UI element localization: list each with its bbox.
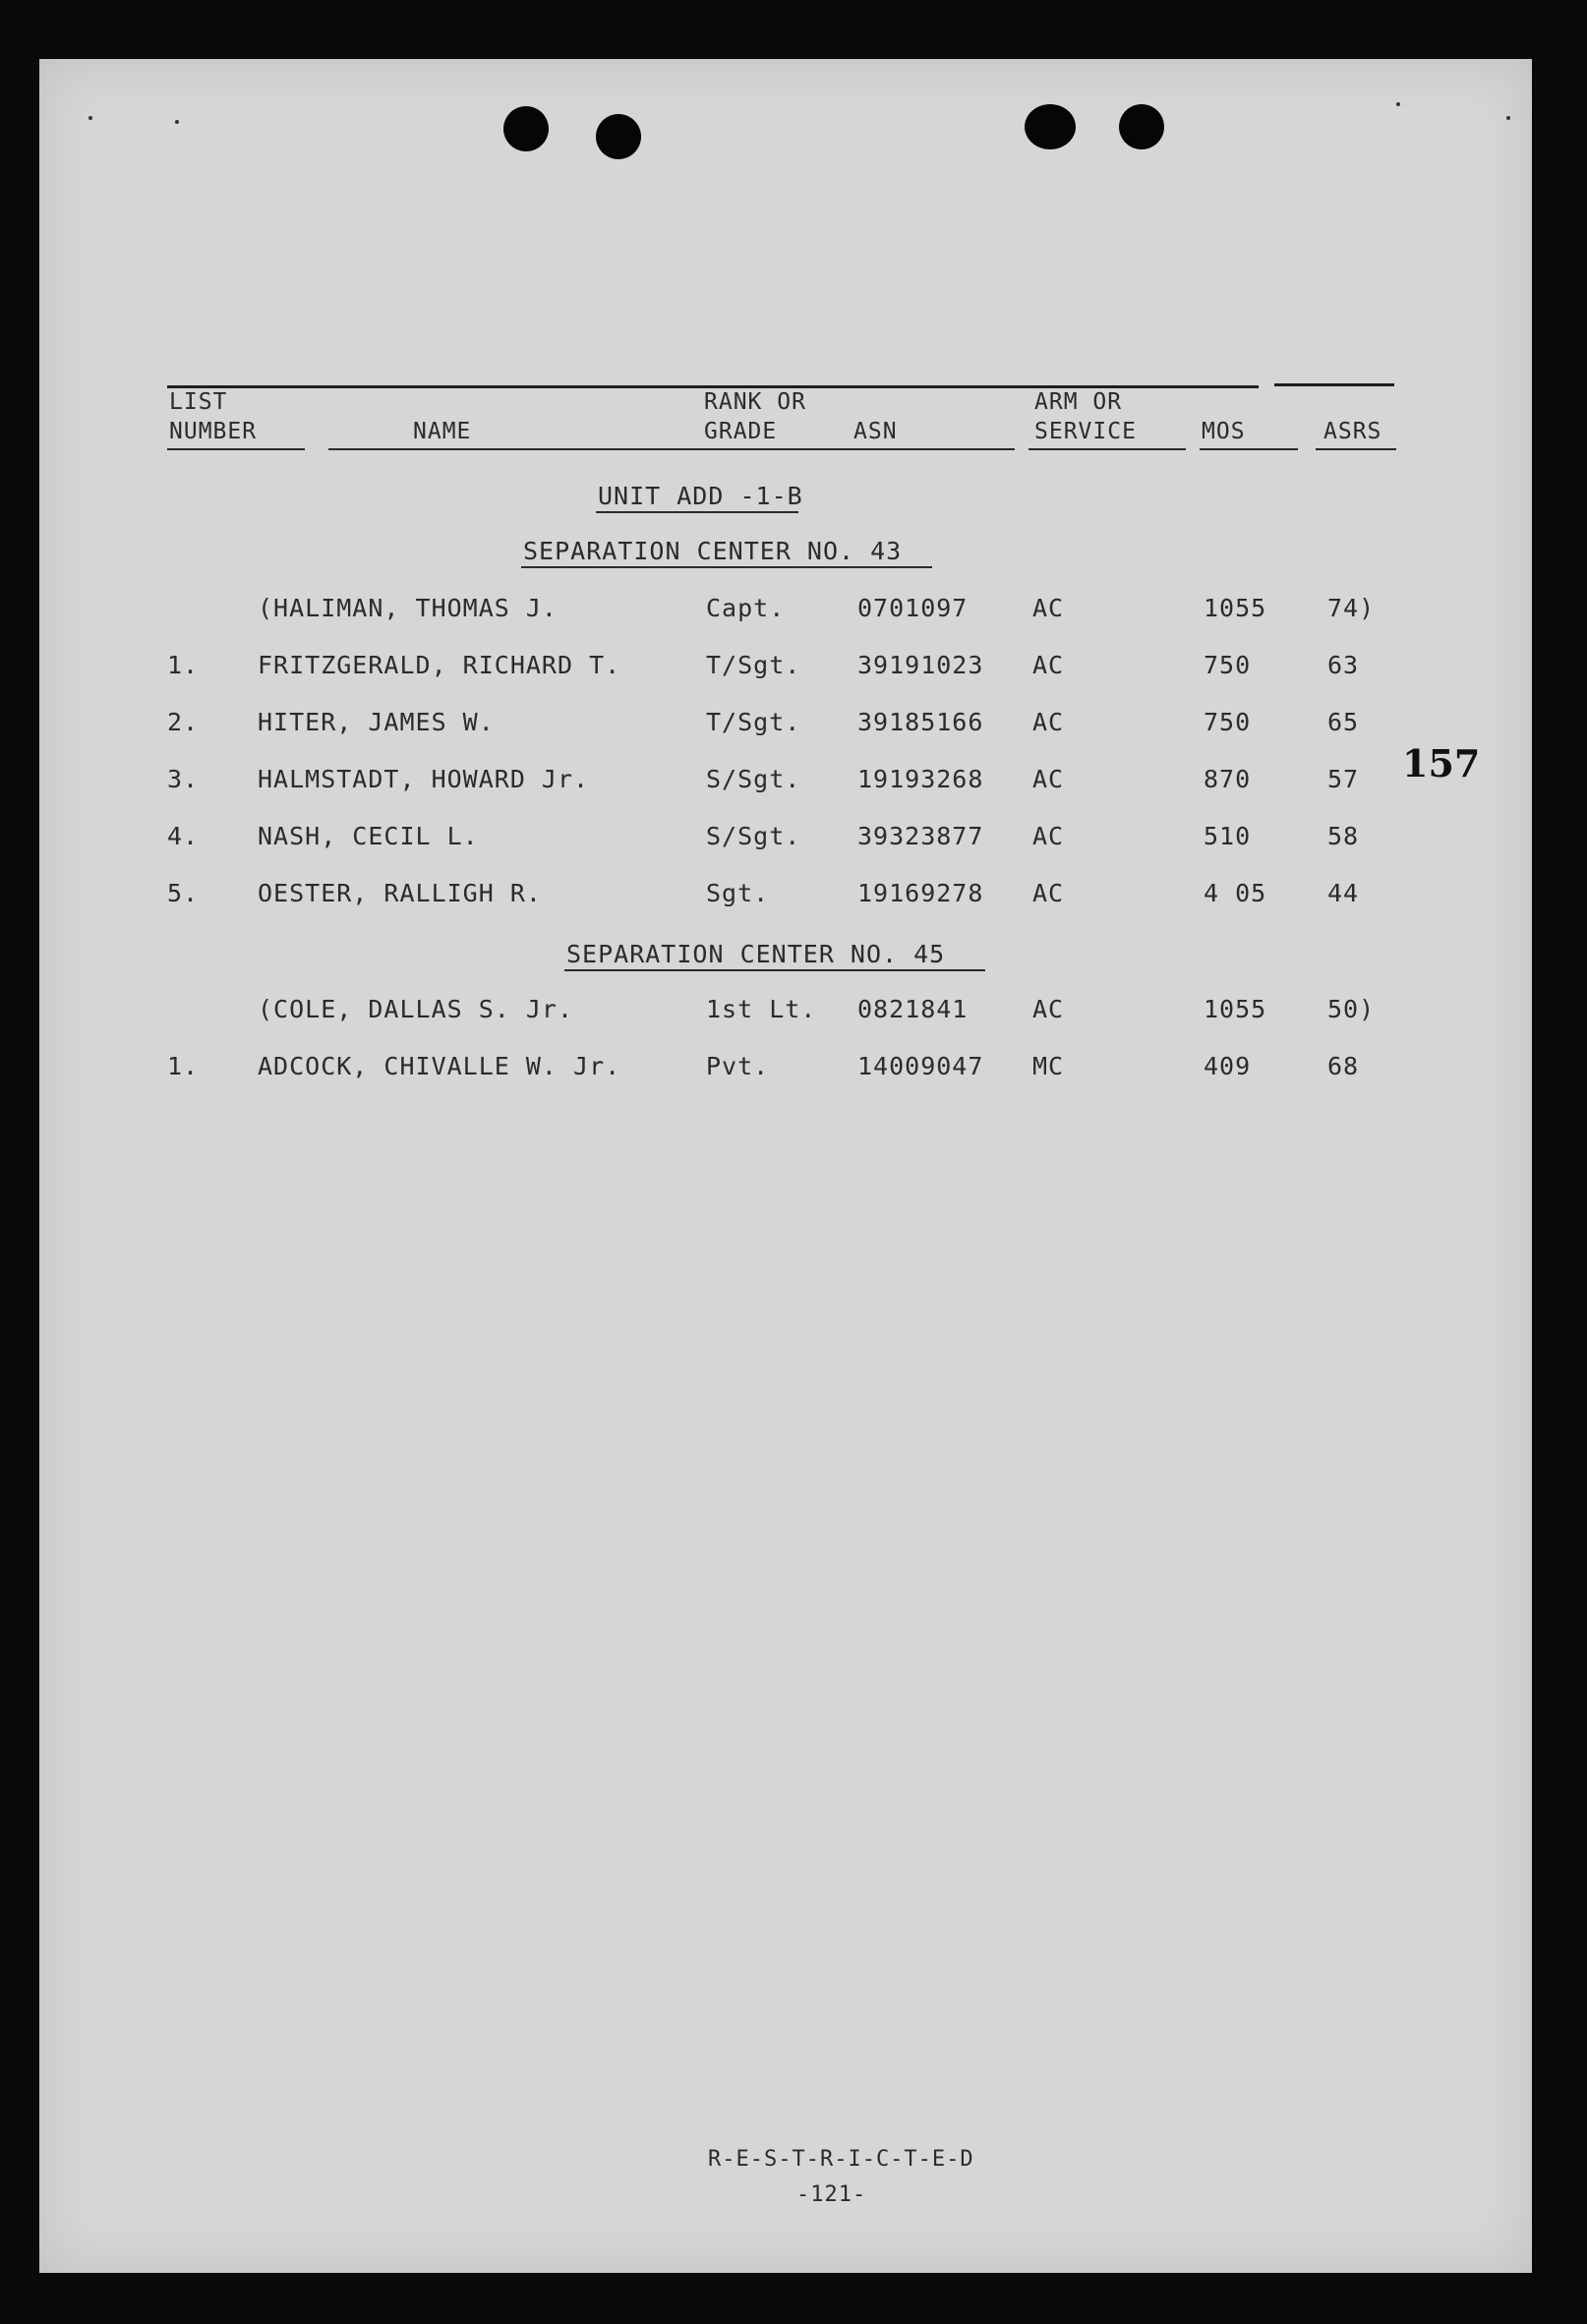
header-top-rule-right: [1274, 383, 1394, 386]
row-asn: 19193268: [857, 765, 984, 793]
row-name: FRITZGERALD, RICHARD T.: [258, 651, 621, 679]
row-asrs: 57: [1327, 765, 1360, 793]
dust-speck: [175, 120, 179, 124]
header-list-number-line2: NUMBER: [169, 419, 258, 444]
row-asrs: 50): [1327, 995, 1376, 1023]
dust-speck: [1506, 116, 1510, 120]
header-rank-line2: GRADE: [704, 419, 778, 444]
dust-speck: [88, 116, 92, 120]
header-underline: [641, 448, 1015, 450]
row-asrs: 44: [1327, 879, 1360, 907]
row-asrs: 68: [1327, 1052, 1360, 1080]
row-mos: 870: [1204, 765, 1252, 793]
punch-hole: [1025, 104, 1076, 149]
row-asrs: 74): [1327, 594, 1376, 622]
header-name: NAME: [413, 419, 472, 444]
row-mos: 409: [1204, 1052, 1252, 1080]
unit-title: UNIT ADD -1-B: [598, 482, 803, 510]
section-title: SEPARATION CENTER NO. 45: [566, 940, 946, 968]
header-underline: [1029, 448, 1186, 450]
row-mos: 4 05: [1204, 879, 1267, 907]
row-rank: 1st Lt.: [706, 995, 817, 1023]
row-rank: S/Sgt.: [706, 765, 801, 793]
section-title-underline: [564, 969, 985, 971]
header-mos: MOS: [1202, 419, 1246, 444]
row-arm: AC: [1032, 708, 1065, 736]
row-asn: 19169278: [857, 879, 984, 907]
section-title-underline: [521, 566, 932, 568]
row-number: 2.: [167, 708, 200, 736]
document-page: [39, 59, 1532, 2273]
row-arm: AC: [1032, 651, 1065, 679]
row-asn: 39323877: [857, 822, 984, 850]
row-mos: 1055: [1204, 594, 1267, 622]
row-asn: 39185166: [857, 708, 984, 736]
punch-hole: [503, 106, 549, 151]
row-number: 1.: [167, 1052, 200, 1080]
unit-title-underline: [596, 511, 798, 513]
row-arm: AC: [1032, 879, 1065, 907]
row-arm: AC: [1032, 995, 1065, 1023]
row-name: HALMSTADT, HOWARD Jr.: [258, 765, 590, 793]
header-arm-line2: SERVICE: [1034, 419, 1137, 444]
row-arm: AC: [1032, 765, 1065, 793]
header-top-rule: [167, 385, 1259, 388]
row-asrs: 65: [1327, 708, 1360, 736]
row-name: (HALIMAN, THOMAS J.: [258, 594, 558, 622]
row-rank: Pvt.: [706, 1052, 770, 1080]
row-asn: 14009047: [857, 1052, 984, 1080]
section-title: SEPARATION CENTER NO. 43: [523, 537, 903, 565]
row-arm: AC: [1032, 594, 1065, 622]
header-asn: ASN: [853, 419, 898, 444]
row-number: 3.: [167, 765, 200, 793]
row-asrs: 58: [1327, 822, 1360, 850]
row-rank: Capt.: [706, 594, 786, 622]
row-mos: 510: [1204, 822, 1252, 850]
row-arm: AC: [1032, 822, 1065, 850]
row-number: 5.: [167, 879, 200, 907]
row-rank: T/Sgt.: [706, 708, 801, 736]
punch-hole: [1119, 104, 1164, 149]
punch-hole: [596, 114, 641, 159]
header-rank-line1: RANK OR: [704, 389, 806, 415]
row-rank: Sgt.: [706, 879, 770, 907]
row-name: (COLE, DALLAS S. Jr.: [258, 995, 574, 1023]
row-arm: MC: [1032, 1052, 1065, 1080]
page-stamp-number: 157: [1402, 741, 1481, 785]
footer-classification: R-E-S-T-R-I-C-T-E-D: [708, 2147, 974, 2172]
header-underline: [1200, 448, 1298, 450]
row-asn: 0701097: [857, 594, 969, 622]
row-asrs: 63: [1327, 651, 1360, 679]
row-name: ADCOCK, CHIVALLE W. Jr.: [258, 1052, 621, 1080]
header-underline: [1316, 448, 1396, 450]
row-asn: 0821841: [857, 995, 969, 1023]
row-name: OESTER, RALLIGH R.: [258, 879, 542, 907]
row-mos: 1055: [1204, 995, 1267, 1023]
header-underline: [328, 448, 673, 450]
header-list-number-line1: LIST: [169, 389, 228, 415]
row-number: 4.: [167, 822, 200, 850]
header-underline: [167, 448, 305, 450]
header-asrs: ASRS: [1323, 419, 1382, 444]
dust-speck: [1396, 102, 1400, 106]
row-mos: 750: [1204, 651, 1252, 679]
row-name: NASH, CECIL L.: [258, 822, 479, 850]
row-rank: T/Sgt.: [706, 651, 801, 679]
row-rank: S/Sgt.: [706, 822, 801, 850]
row-name: HITER, JAMES W.: [258, 708, 495, 736]
row-number: 1.: [167, 651, 200, 679]
row-asn: 39191023: [857, 651, 984, 679]
footer-page-number: -121-: [796, 2182, 867, 2207]
header-arm-line1: ARM OR: [1034, 389, 1123, 415]
row-mos: 750: [1204, 708, 1252, 736]
